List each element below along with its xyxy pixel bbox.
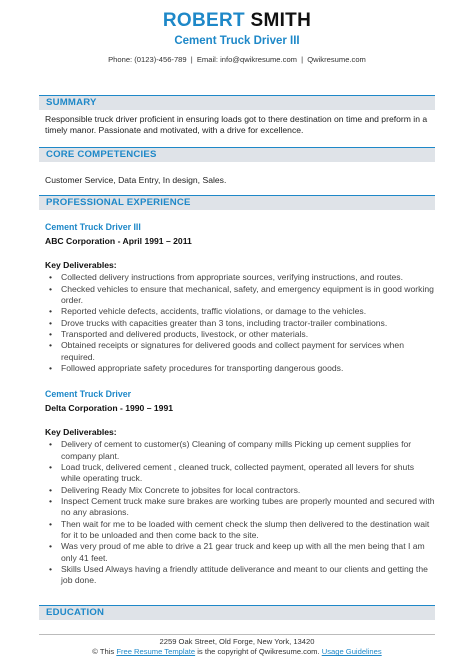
phone: Phone: (0123)-456-789 (108, 55, 187, 65)
list-item: • Reported vehicle defects, accidents, traffic violations, or damage to the vehicles. (45, 306, 435, 317)
company-dates: Delta Corporation - 1990 – 1991 (45, 402, 173, 413)
candidate-name (0, 10, 474, 32)
footer-address: 2259 Oak Street, Old Forge, New York, 13420 (159, 637, 315, 646)
list-item: • Delivering Ready Mix Concrete to jobsites for local contractors. (45, 485, 435, 496)
footer-divider (39, 634, 435, 635)
section-title: PROFESSIONAL EXPERIENCE (46, 197, 191, 208)
summary-text: Responsible truck driver proficient in ensuring loads got to there destination on time and preform in a timely manor. Passionate and motivated, with a drive for excellence. (45, 114, 428, 136)
section-education (39, 605, 435, 620)
deliverables-label: Key Deliverables: (45, 426, 117, 437)
section-title: CORE COMPETENCIES (46, 149, 157, 160)
deliverables-list (45, 272, 435, 374)
list-item: • Drove trucks with capacities greater than 3 tons, including tractor-trailer combinations. (45, 318, 435, 329)
job-title: Cement Truck Driver III (174, 34, 300, 47)
copyright-prefix: © This (92, 647, 117, 657)
section-experience (39, 195, 435, 210)
separator: | (190, 55, 193, 65)
deliverables-label: Key Deliverables: (45, 259, 117, 270)
email[interactable]: Email: info@qwikresume.com (196, 55, 297, 65)
list-item: • Obtained receipts or signatures for delivered goods and collect payment for services when required. (45, 340, 435, 363)
list-item: • Followed appropriate safety procedures for transporting dangerous goods. (45, 363, 435, 374)
copyright-mid: is the copyright of Qwikresume.com. (195, 647, 322, 657)
resume-header (0, 0, 474, 65)
role-title: Cement Truck Driver (45, 389, 132, 399)
footer-copyright (0, 647, 474, 657)
deliverables-list (45, 439, 435, 586)
experience-entry (45, 389, 435, 587)
contact-line (0, 55, 474, 65)
usage-guidelines-link[interactable]: Usage Guidelines (321, 647, 382, 657)
section-title: EDUCATION (46, 607, 105, 618)
list-item: • Collected delivery instructions from appropriate sources, verifying instructions, and routes. (45, 272, 435, 283)
separator: | (301, 55, 304, 65)
list-item: • Checked vehicles to ensure that mechanical, safety, and emergency equipment is in good working order. (45, 284, 435, 307)
list-item: • Inspect Cement truck make sure brakes are working tubes are properly mounted and secured with no any abrasions. (45, 496, 435, 519)
competencies-text: Customer Service, Data Entry, In design, Sales. (45, 175, 227, 185)
role-title: Cement Truck Driver III (45, 222, 141, 232)
section-summary (39, 95, 435, 110)
list-item: • Load truck, delivered cement , cleaned truck, collected payment, operated all levers for shuts while operating truck. (45, 462, 435, 485)
template-link[interactable]: Free Resume Template (116, 647, 196, 657)
list-item: • Then wait for me to be loaded with cement check the slump then delivered to the destination wait for it to be unloaded and then come back to the site. (45, 519, 435, 542)
list-item: • Was very proud of me able to drive a 21 gear truck and keep up with all the men being that I am only 41 feet. (45, 541, 435, 564)
section-title: SUMMARY (46, 97, 97, 108)
company-dates: ABC Corporation - April 1991 – 2011 (45, 235, 192, 246)
list-item: • Delivery of cement to customer(s) Cleaning of company mills Picking up cement supplies for company plant. (45, 439, 435, 462)
page-footer (0, 634, 474, 658)
website[interactable]: Qwikresume.com (307, 55, 366, 65)
section-competencies (39, 147, 435, 162)
experience-entry (45, 222, 435, 374)
last-name: SMITH (250, 10, 312, 31)
list-item: • Skills Used Always having a friendly attitude deliverance and meant to our clients and getting the job done. (45, 564, 435, 587)
list-item: • Transported and delivered products, livestock, or other materials. (45, 329, 435, 340)
first-name: ROBERT (162, 10, 245, 31)
